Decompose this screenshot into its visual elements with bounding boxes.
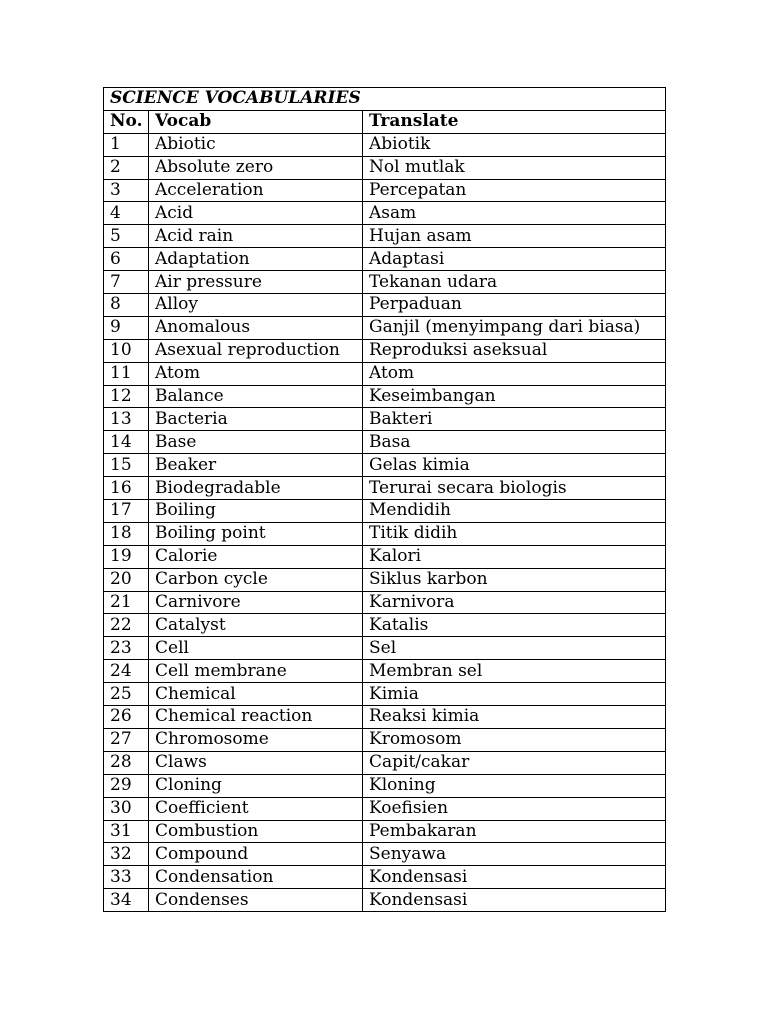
- translation: Ganjil (menyimpang dari biasa): [363, 316, 666, 339]
- row-number: 33: [104, 866, 149, 889]
- row-number: 21: [104, 591, 149, 614]
- vocab-term: Cloning: [149, 774, 363, 797]
- row-number: 31: [104, 820, 149, 843]
- vocab-term: Acceleration: [149, 179, 363, 202]
- translation: Adaptasi: [363, 248, 666, 271]
- row-number: 5: [104, 225, 149, 248]
- translation: Gelas kimia: [363, 454, 666, 477]
- column-header-translate: Translate: [363, 110, 666, 133]
- translation: Kloning: [363, 774, 666, 797]
- row-number: 11: [104, 362, 149, 385]
- table-row: [104, 797, 666, 820]
- row-number: 20: [104, 568, 149, 591]
- row-number: 13: [104, 408, 149, 431]
- vocab-term: Absolute zero: [149, 156, 363, 179]
- vocab-term: Calorie: [149, 545, 363, 568]
- vocab-term: Abiotic: [149, 133, 363, 156]
- vocab-term: Cell membrane: [149, 660, 363, 683]
- table-row: [104, 385, 666, 408]
- table-row: [104, 316, 666, 339]
- table-row: [104, 889, 666, 912]
- table-row: [104, 294, 666, 317]
- translation: Abiotik: [363, 133, 666, 156]
- vocab-term: Adaptation: [149, 248, 363, 271]
- translation: Membran sel: [363, 660, 666, 683]
- vocab-term: Bacteria: [149, 408, 363, 431]
- translation: Katalis: [363, 614, 666, 637]
- row-number: 8: [104, 294, 149, 317]
- vocab-term: Boiling point: [149, 522, 363, 545]
- table-row: [104, 614, 666, 637]
- vocab-term: Condenses: [149, 889, 363, 912]
- table-row: [104, 820, 666, 843]
- table-title: SCIENCE VOCABULARIES: [104, 88, 666, 111]
- table-row: [104, 660, 666, 683]
- vocab-term: Coefficient: [149, 797, 363, 820]
- table-row: [104, 728, 666, 751]
- row-number: 25: [104, 683, 149, 706]
- table-row: [104, 545, 666, 568]
- translation: Tekanan udara: [363, 271, 666, 294]
- table-row: [104, 500, 666, 523]
- table-row: [104, 454, 666, 477]
- vocab-term: Anomalous: [149, 316, 363, 339]
- table-row: [104, 683, 666, 706]
- vocab-term: Carnivore: [149, 591, 363, 614]
- table-row: [104, 637, 666, 660]
- row-number: 29: [104, 774, 149, 797]
- translation: Terurai secara biologis: [363, 477, 666, 500]
- vocab-term: Acid rain: [149, 225, 363, 248]
- table-row: [104, 179, 666, 202]
- row-number: 18: [104, 522, 149, 545]
- row-number: 16: [104, 477, 149, 500]
- vocab-term: Balance: [149, 385, 363, 408]
- translation: Senyawa: [363, 843, 666, 866]
- table-row: [104, 522, 666, 545]
- row-number: 14: [104, 431, 149, 454]
- translation: Karnivora: [363, 591, 666, 614]
- table-row: [104, 591, 666, 614]
- table-row: [104, 362, 666, 385]
- column-header-vocab: Vocab: [149, 110, 363, 133]
- translation: Perpaduan: [363, 294, 666, 317]
- row-number: 27: [104, 728, 149, 751]
- table-row: [104, 202, 666, 225]
- translation: Pembakaran: [363, 820, 666, 843]
- translation: Bakteri: [363, 408, 666, 431]
- translation: Sel: [363, 637, 666, 660]
- table-row: [104, 133, 666, 156]
- row-number: 7: [104, 271, 149, 294]
- translation: Titik didih: [363, 522, 666, 545]
- row-number: 28: [104, 751, 149, 774]
- row-number: 17: [104, 500, 149, 523]
- table-row: [104, 843, 666, 866]
- translation: Koefisien: [363, 797, 666, 820]
- translation: Atom: [363, 362, 666, 385]
- table-title-row: [104, 88, 666, 111]
- row-number: 4: [104, 202, 149, 225]
- vocab-term: Chemical: [149, 683, 363, 706]
- vocab-term: Asexual reproduction: [149, 339, 363, 362]
- row-number: 24: [104, 660, 149, 683]
- translation: Mendidih: [363, 500, 666, 523]
- translation: Kromosom: [363, 728, 666, 751]
- row-number: 10: [104, 339, 149, 362]
- table-row: [104, 431, 666, 454]
- column-header-no: No.: [104, 110, 149, 133]
- row-number: 15: [104, 454, 149, 477]
- vocab-term: Claws: [149, 751, 363, 774]
- translation: Kimia: [363, 683, 666, 706]
- vocab-term: Beaker: [149, 454, 363, 477]
- vocab-term: Cell: [149, 637, 363, 660]
- translation: Kondensasi: [363, 866, 666, 889]
- table-row: [104, 156, 666, 179]
- vocab-term: Compound: [149, 843, 363, 866]
- row-number: 1: [104, 133, 149, 156]
- table-row: [104, 866, 666, 889]
- vocab-term: Biodegradable: [149, 477, 363, 500]
- table-row: [104, 774, 666, 797]
- translation: Asam: [363, 202, 666, 225]
- row-number: 30: [104, 797, 149, 820]
- vocab-term: Acid: [149, 202, 363, 225]
- vocab-term: Chemical reaction: [149, 706, 363, 729]
- table-row: [104, 248, 666, 271]
- row-number: 2: [104, 156, 149, 179]
- translation: Percepatan: [363, 179, 666, 202]
- vocab-term: Catalyst: [149, 614, 363, 637]
- table-row: [104, 408, 666, 431]
- table-row: [104, 568, 666, 591]
- vocab-term: Chromosome: [149, 728, 363, 751]
- table-row: [104, 477, 666, 500]
- vocab-term: Combustion: [149, 820, 363, 843]
- translation: Siklus karbon: [363, 568, 666, 591]
- translation: Reaksi kimia: [363, 706, 666, 729]
- table-row: [104, 271, 666, 294]
- vocab-term: Condensation: [149, 866, 363, 889]
- table-row: [104, 339, 666, 362]
- row-number: 34: [104, 889, 149, 912]
- vocab-term: Boiling: [149, 500, 363, 523]
- table-header-row: [104, 110, 666, 133]
- translation: Keseimbangan: [363, 385, 666, 408]
- vocab-term: Air pressure: [149, 271, 363, 294]
- translation: Capit/cakar: [363, 751, 666, 774]
- translation: Basa: [363, 431, 666, 454]
- row-number: 19: [104, 545, 149, 568]
- row-number: 23: [104, 637, 149, 660]
- table-row: [104, 751, 666, 774]
- row-number: 9: [104, 316, 149, 339]
- row-number: 26: [104, 706, 149, 729]
- row-number: 32: [104, 843, 149, 866]
- vocab-term: Base: [149, 431, 363, 454]
- vocab-term: Atom: [149, 362, 363, 385]
- translation: Hujan asam: [363, 225, 666, 248]
- vocabulary-table: [103, 87, 666, 912]
- translation: Reproduksi aseksual: [363, 339, 666, 362]
- vocab-term: Alloy: [149, 294, 363, 317]
- translation: Kalori: [363, 545, 666, 568]
- table-row: [104, 225, 666, 248]
- translation: Nol mutlak: [363, 156, 666, 179]
- table-row: [104, 706, 666, 729]
- row-number: 6: [104, 248, 149, 271]
- row-number: 12: [104, 385, 149, 408]
- vocab-term: Carbon cycle: [149, 568, 363, 591]
- row-number: 22: [104, 614, 149, 637]
- translation: Kondensasi: [363, 889, 666, 912]
- row-number: 3: [104, 179, 149, 202]
